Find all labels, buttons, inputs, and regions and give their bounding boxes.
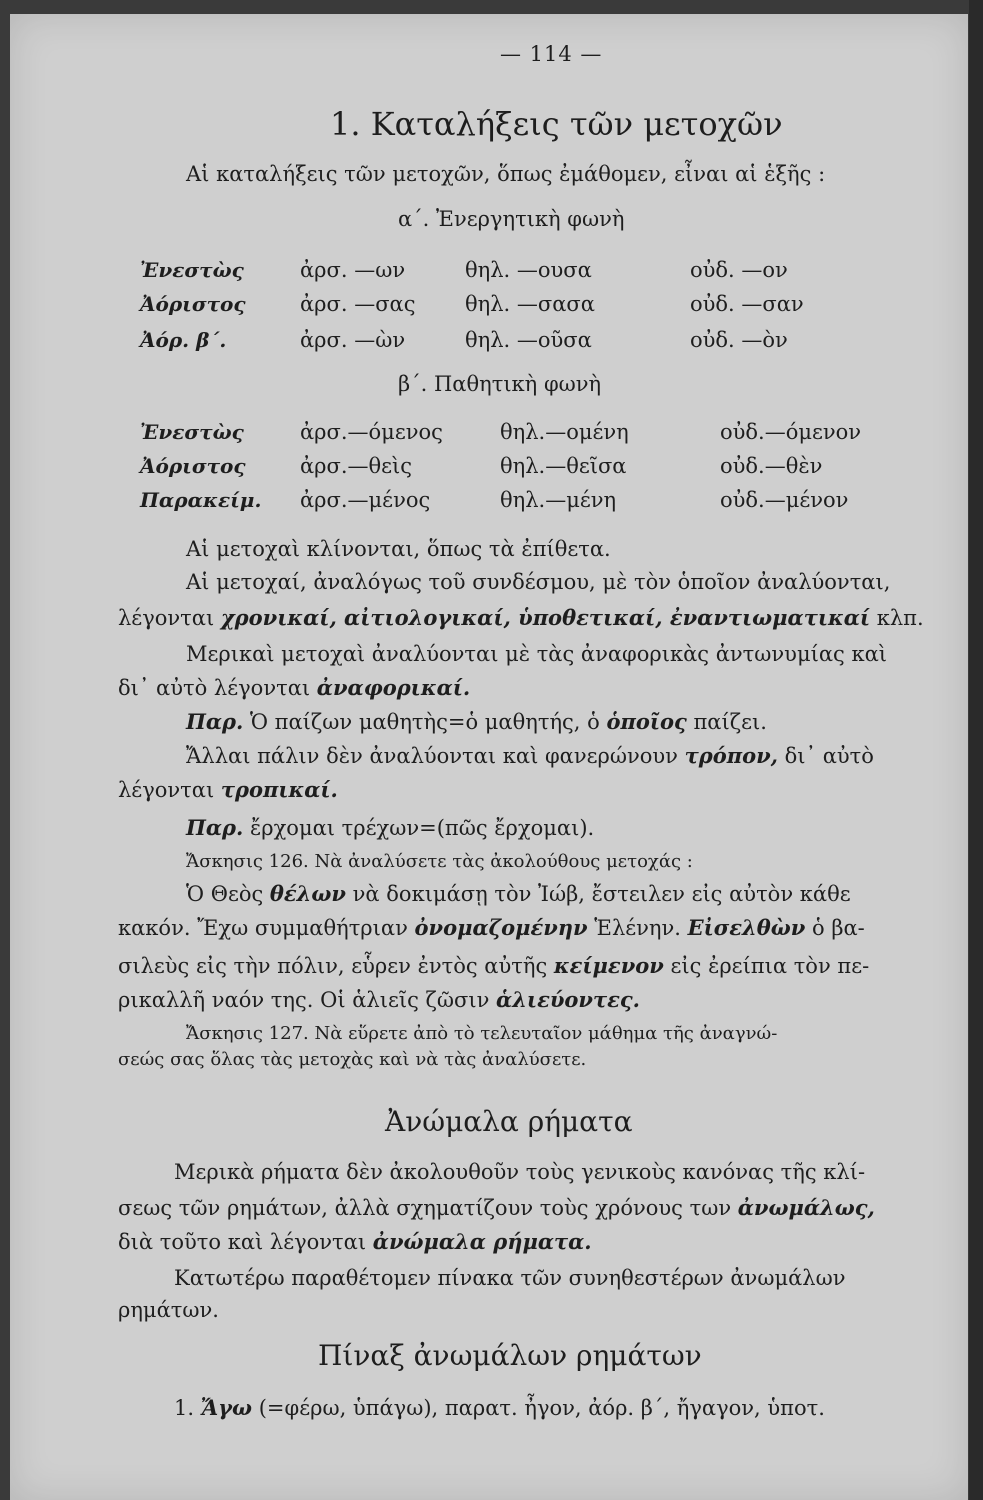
paragraph: λέγονται τροπικαί. — [118, 777, 338, 802]
intro-text: Αἱ καταλήξεις τῶν μετοχῶν, ὅπως ἐμάθομεν, εἶναι αἱ ἑξῆς : — [186, 162, 826, 186]
passive-neut: οὐδ.—θὲν — [720, 454, 823, 478]
paragraph: Μερικὰ ρήματα δὲν ἀκολουθοῦν τοὺς γενικοὺς κανόνας τῆς κλί- — [174, 1160, 866, 1184]
passive-row-label: Παρακείμ. — [140, 488, 262, 512]
passive-neut: οὐδ.—μένον — [720, 488, 849, 512]
paragraph: σεως τῶν ρημάτων, ἀλλὰ σχηματίζουν τοὺς χρόνους των ἀνωμάλως, — [118, 1195, 875, 1220]
exercise-text: κακόν. Ἔχω συμμαθήτριαν ὀνομαζομένην Ἑλένην. Εἰσελθὼν ὁ βα- — [118, 915, 865, 940]
paragraph: Κατωτέρω παραθέτομεν πίνακα τῶν συνηθεστέρων ἀνωμάλων — [174, 1266, 846, 1290]
passive-row-label: Ἐνεστὼς — [140, 420, 244, 444]
passive-fem: θηλ.—ομένη — [500, 420, 629, 444]
passive-row-label: Ἀόριστος — [140, 454, 246, 478]
section-title-irregular-verbs: Ἀνώμαλα ρήματα — [385, 1105, 633, 1138]
exercise-126: Ἄσκησις 126. Νὰ ἀναλύσετε τὰς ἀκολούθους μετοχάς : — [186, 851, 693, 872]
verb-entry: 1. Ἄγω (=φέρω, ὑπάγω), παρατ. ἦγον, ἀόρ. β΄, ἤγαγον, ὑποτ. — [174, 1395, 825, 1420]
example: Παρ. Ὁ παίζων μαθητὴς=ὁ μαθητής, ὁ ὁποῖος παίζει. — [186, 709, 767, 734]
page-number: — 114 — — [500, 42, 603, 66]
section-title-table-of-irregular-verbs: Πίναξ ἀνωμάλων ρημάτων — [318, 1339, 702, 1372]
active-masc: ἀρσ. —ὼν — [300, 328, 406, 352]
exercise-127: Ἄσκησις 127. Νὰ εὕρετε ἀπὸ τὸ τελευταῖον μάθημα τῆς ἀναγνώ- — [186, 1023, 778, 1044]
page-edge — [969, 0, 983, 1500]
active-neut: οὐδ. —ὸν — [690, 328, 788, 352]
paragraph: Αἱ μετοχαὶ κλίνονται, ὅπως τὰ ἐπίθετα. — [186, 537, 611, 561]
active-masc: ἀρσ. —σας — [300, 292, 416, 316]
paragraph: ρημάτων. — [118, 1298, 219, 1322]
paragraph: Αἱ μετοχαί, ἀναλόγως τοῦ συνδέσμου, μὲ τὸν ὁποῖον ἀναλύονται, — [186, 570, 891, 594]
paragraph: Μερικαὶ μετοχαὶ ἀναλύονται μὲ τὰς ἀναφορικὰς ἀντωνυμίας καὶ — [186, 642, 887, 666]
exercise-127: σεώς σας ὅλας τὰς μετοχὰς καὶ νὰ τὰς ἀναλύσετε. — [118, 1049, 587, 1070]
exercise-text: ρικαλλῆ ναόν της. Οἱ ἁλιεῖς ζῶσιν ἁλιεύοντες. — [118, 987, 640, 1012]
active-fem: θηλ. —σασα — [465, 292, 595, 316]
example: Παρ. ἔρχομαι τρέχων=(πῶς ἔρχομαι). — [186, 815, 595, 840]
passive-neut: οὐδ.—όμενον — [720, 420, 862, 444]
active-masc: ἀρσ. —ων — [300, 258, 406, 282]
active-row-label: Ἐνεστὼς — [140, 258, 244, 282]
active-row-label: Ἀόριστος — [140, 292, 246, 316]
section-title-participle-endings: 1. Καταλήξεις τῶν μετοχῶν — [330, 105, 783, 143]
paragraph: Ἄλλαι πάλιν δὲν ἀναλύονται καὶ φανερώνουν τρόπον, δι᾿ αὐτὸ — [186, 743, 874, 768]
paragraph: δι᾿ αὐτὸ λέγονται ἀναφορικαί. — [118, 675, 471, 700]
active-fem: θηλ. —ουσα — [465, 258, 592, 282]
passive-masc: ἀρσ.—μένος — [300, 488, 431, 512]
active-voice-heading: α΄. Ἐνεργητικὴ φωνὴ — [398, 207, 625, 231]
active-fem: θηλ. —οῦσα — [465, 328, 592, 352]
passive-masc: ἀρσ.—όμενος — [300, 420, 443, 444]
active-neut: οὐδ. —σαν — [690, 292, 804, 316]
paragraph: λέγονται χρονικαί, αἰτιολογικαί, ὑποθετικαί, ἐναντιωματικαί κλπ. — [118, 605, 924, 630]
active-row-label: Ἀόρ. β΄. — [140, 328, 227, 352]
passive-fem: θηλ.—μένη — [500, 488, 617, 512]
passive-voice-heading: β΄. Παθητικὴ φωνὴ — [398, 372, 602, 396]
passive-masc: ἀρσ.—θεὶς — [300, 454, 413, 478]
active-neut: οὐδ. —ον — [690, 258, 788, 282]
exercise-text: Ὁ Θεὸς θέλων νὰ δοκιμάσῃ τὸν Ἰώβ, ἔστειλεν εἰς αὐτὸν κάθε — [186, 881, 851, 906]
paragraph: διὰ τοῦτο καὶ λέγονται ἀνώμαλα ρήματα. — [118, 1229, 592, 1254]
exercise-text: σιλεὺς εἰς τὴν πόλιν, εὗρεν ἐντὸς αὐτῆς κείμενον εἰς ἐρείπια τὸν πε- — [118, 953, 870, 978]
passive-fem: θηλ.—θεῖσα — [500, 454, 627, 478]
